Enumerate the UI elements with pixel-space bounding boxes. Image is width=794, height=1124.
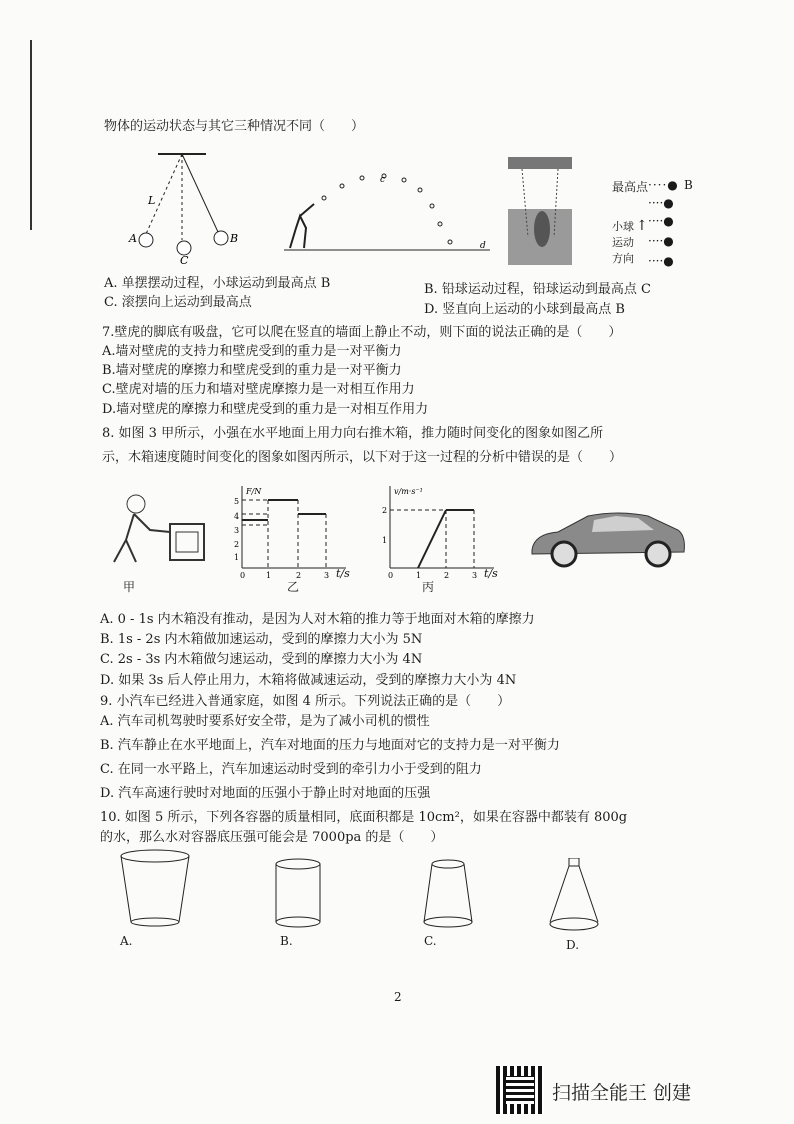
ytick: 2 [382, 506, 388, 515]
label-B-marker: B [684, 178, 693, 192]
ytick: 2 [234, 540, 240, 549]
ytick: 4 [234, 512, 240, 521]
container-label-b: B. [280, 934, 293, 948]
q9-option-b: B. 汽车静止在水平地面上，汽车对地面的压力与地面对它的支持力是一对平衡力 [100, 738, 560, 753]
xtick: 3 [472, 571, 478, 578]
label-d: d [480, 241, 486, 251]
container-label-d: D. [566, 938, 580, 952]
container-d [544, 858, 604, 936]
fig-label-bing: 丙 [422, 580, 435, 594]
q10-stem-2: 的水，那么水对容器底压强可能会是 7000pa 的是（ ） [100, 830, 444, 845]
f-graph-t-axis-label: t/s [336, 567, 350, 580]
q9-option-d: D. 汽车高速行驶时对地面的压强小于静止时对地面的压强 [100, 786, 431, 801]
f-axis-label: F/N [246, 487, 262, 496]
boy-pushing-box-figure [100, 490, 210, 570]
up-arrow-icon: ↑ [636, 218, 648, 234]
q8-option-b: B. 1s - 2s 内木箱做加速运动，受到的摩擦力大小为 5N [100, 632, 423, 647]
q9-stem: 9. 小汽车已经进入普通家庭，如图 4 所示。下列说法正确的是（ ） [100, 694, 511, 709]
v-graph-t-axis-label: t/s [484, 567, 498, 580]
xtick: 2 [444, 571, 450, 578]
car-figure [528, 508, 690, 570]
xtick: 2 [296, 571, 302, 578]
label-L: L [148, 194, 156, 207]
q7-option-c: C.壁虎对墙的压力和墙对壁虎摩擦力是一对相互作用力 [102, 382, 415, 397]
ytick: 3 [234, 526, 240, 535]
q8-stem-2: 示，木箱速度随时间变化的图象如图丙所示，以下对于这一过程的分析中错误的是（ ） [102, 450, 623, 465]
xtick: 0 [240, 571, 246, 578]
q8-option-c: C. 2s - 3s 内木箱做匀速运动，受到的摩擦力大小为 4N [100, 652, 423, 667]
fig-label-jia: 甲 [123, 580, 136, 594]
container-a [115, 848, 195, 930]
v-axis-label: v/m·s⁻¹ [394, 487, 423, 496]
ytick: 1 [234, 553, 240, 562]
label-c: c [380, 175, 386, 185]
highest-point-label: 最高点 [612, 180, 649, 194]
rolling-pendulum-figure [508, 157, 572, 265]
q7-option-a: A.墙对壁虎的支持力和壁虎受到的重力是一对平衡力 [102, 344, 402, 359]
ytick: 1 [382, 536, 388, 545]
ball-dir-label: 运动 [612, 236, 634, 249]
label-C: C [180, 254, 189, 267]
q6-option-c: C. 滚摆向上运动到最高点 [104, 295, 252, 310]
q8-stem-1: 8. 如图 3 甲所示，小强在水平地面上用力向右推木箱，推力随时间变化的图象如图乙所 [102, 426, 604, 441]
q7-stem: 7.壁虎的脚底有吸盘，它可以爬在竖直的墙面上静止不动，则下面的说法正确的是（ ） [102, 325, 622, 340]
scanner-watermark: 扫描全能王 创建 [552, 1082, 692, 1104]
q9-option-c: C. 在同一水平路上，汽车加速运动时受到的牵引力小于受到的阻力 [100, 762, 482, 777]
xtick: 3 [324, 571, 330, 578]
label-B: B [230, 232, 239, 245]
ytick: 5 [234, 497, 240, 506]
ball-dir-label: 方向 [612, 252, 634, 265]
q7-option-b: B.墙对壁虎的摩擦力和壁虎受到的重力是一对平衡力 [102, 363, 402, 378]
ball-dir-label: 小球 [612, 220, 634, 233]
xtick: 1 [416, 571, 422, 578]
qr-code-icon [496, 1066, 544, 1114]
q6-stem: 物体的运动状态与其它三种情况不同（ ） [104, 119, 365, 134]
shotput-figure [280, 168, 500, 258]
velocity-time-graph [370, 482, 500, 578]
container-c [418, 856, 478, 930]
q10-stem-1: 10. 如图 5 所示，下列各容器的质量相同，底面积都是 10cm²，如果在容器中都装有 800g [100, 810, 628, 825]
pendulum-figure [120, 148, 240, 268]
q6-option-b: B. 铅球运动过程，铅球运动到最高点 C [424, 282, 651, 297]
q9-option-a: A. 汽车司机驾驶时要系好安全带，是为了减小司机的惯性 [100, 714, 430, 729]
q8-option-d: D. 如果 3s 后人停止用力，木箱将做减速运动，受到的摩擦力大小为 4N [100, 673, 517, 688]
q6-option-d: D. 竖直向上运动的小球到最高点 B [424, 302, 625, 317]
vertical-ball-figure: 最高点 ····● B ····● ····● ····● ····● 小球 运动 方向 ↑ [612, 178, 693, 268]
force-time-graph [222, 482, 352, 578]
q8-option-a: A. 0 - 1s 内木箱没有推动，是因为人对木箱的推力等于地面对木箱的摩擦力 [100, 612, 535, 627]
q6-option-a: A. 单摆摆动过程，小球运动到最高点 B [104, 276, 331, 291]
container-label-c: C. [424, 934, 437, 948]
container-label-a: A. [120, 934, 133, 948]
fig-label-yi: 乙 [287, 580, 300, 594]
q7-option-d: D.墙对壁虎的摩擦力和壁虎受到的重力是一对相互作用力 [102, 402, 429, 417]
xtick: 0 [388, 571, 394, 578]
label-A: A [129, 232, 137, 245]
margin-line [30, 40, 32, 230]
xtick: 1 [266, 571, 272, 578]
container-b [268, 856, 328, 930]
page-number: 2 [394, 990, 402, 1004]
